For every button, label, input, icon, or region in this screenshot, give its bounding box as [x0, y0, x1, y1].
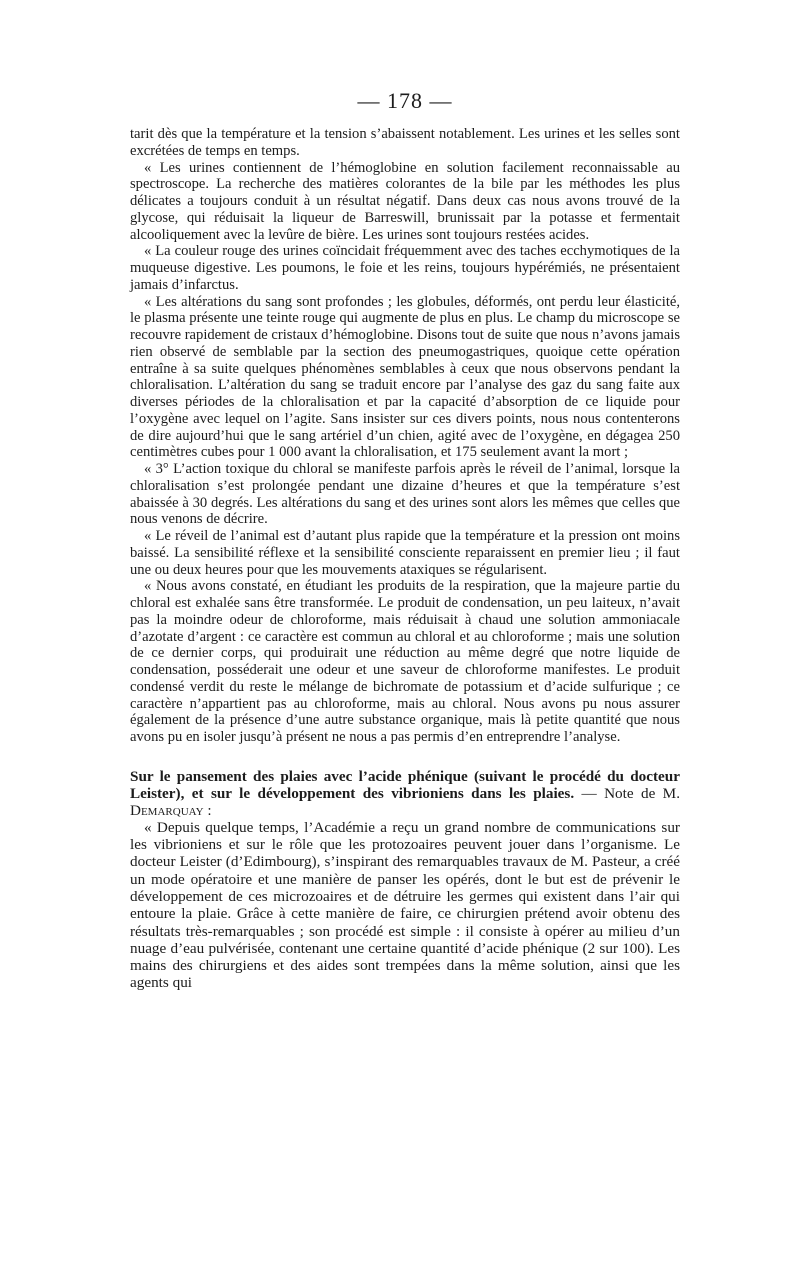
paragraph: « Les urines contiennent de l’hémoglobine en solution facilement reconnaissable au spectroscope. La recherche des matières colorantes de la bile par les méthodes les plus délicates a toujours conduit à un résultat négatif. Dans deux cas nous avons trouvé de la glycose, qui réduisait la liqueur de Barreswill, brunissait par la potasse et fermentait alcooliquement avec la levûre de bière. Les urines sont toujours restées acides. — [130, 159, 680, 243]
book-page — [130, 88, 680, 992]
section-heading-end: : — [203, 801, 212, 819]
paragraph: « Le réveil de l’animal est d’autant plus rapide que la température et la pression ont moins baissé. La sensibilité réflexe et la sensibilité consciente reparaissent en premier lieu ; il faut une ou deux heures pour que les mouvements ataxiques se régularisent. — [130, 528, 680, 578]
paragraph: « Depuis quelque temps, l’Académie a reçu un grand nombre de communications sur les vibrioniens et sur le rôle que les protozoaires peuvent jouer dans l’organisme. Le docteur Leister (d’Edimbourg), s’inspirant des remarquables travaux de M. Pasteur, a créé un mode opératoire et une manière de panser les opérés, dont le but est de prévenir le développement de ces microzoaires et de détruire les germes qui existent dans l’air qui entoure la plaie. Grâce à cette manière de faire, ce chirurgien prétend avoir obtenu des résultats très-remarquables ; son procédé est simple : il consiste à opérer au milieu d’un nuage d’eau pulvérisée, contenant une certaine quantité d’acide phénique (2 sur 100). Les mains des chirurgiens et des aides sont trempées dans la même solution, ainsi que les agents qui — [130, 818, 680, 992]
paragraph: « 3° L’action toxique du chloral se manifeste parfois après le réveil de l’animal, lorsque la chloralisation s’est prolongée pendant une dizaine d’heures et que la température s’est abaissée à 30 degrés. Les altérations du sang et des urines sont alors les mêmes que celles que nous venons de décrire. — [130, 461, 680, 528]
section-heading-note: — Note de M. — [574, 784, 680, 802]
section-heading-title: Sur le pansement des plaies avec l’acide phénique (suivant le procédé du docteur Leister), et sur le développement des vibrioniens dans les plaies. — [130, 767, 680, 802]
section-heading-author: Demarquay — [130, 801, 204, 819]
paragraph: « La couleur rouge des urines coïncidait fréquemment avec des taches ecchymotiques de la muqueuse digestive. Les poumons, le foie et les reins, toujours hypérémiés, ne présentaient jamais d’infarctus. — [130, 243, 680, 293]
paragraph: « Les altérations du sang sont profondes ; les globules, déformés, ont perdu leur élasticité, le plasma présente une teinte rouge qui augmente de plus en plus. Le champ du microscope se recouvre rapidement de cristaux d’hémoglobine. Disons tout de suite que nous n’avons jamais rien observé de semblable par la section des pneumogastriques, quoique cette opération entraîne à sa suite quelques phénomènes semblables à ceux que nous observons pendant la chloralisation. L’altération du sang se traduit encore par l’analyse des gaz du sang faite aux diverses périodes de la chloralisation et par la capacité d’absorption de ce liquide pour l’oxygène avec lequel on l’agite. Sans insister sur ces divers points, nous nous contenterons de dire aujourd’hui que le sang artériel d’un chien, agité avec de l’oxygène, en dégagea 250 centimètres cubes pour 1 000 avant la chloralisation, et 175 seulement avant la mort ; — [130, 293, 680, 461]
section-phenic-acid — [130, 768, 680, 992]
section-chloral-text — [130, 126, 680, 746]
paragraph: « Nous avons constaté, en étudiant les produits de la respiration, que la majeure partie du chloral est exhalée sans être transformée. Le produit de condensation, un peu laiteux, n’avait pas la moindre odeur de chloroforme, mais réduisait à chaud une solution ammoniacale d’azotate d’argent : ce caractère est commun au chloral et au chloroforme ; mais une solution de ce dernier corps, qui produirait une réduction au même degré que notre liquide de condensation, posséderait une odeur et une saveur de chloroforme manifestes. Le produit condensé verdit du reste le mélange de bichromate de potassium et d’acide sulfurique ; ce caractère n’appartient pas au chloroforme, mais au chloral. Nous avons pu nous assurer également de la présence d’une autre substance organique, mais là petite quantité que nous avons pu en isoler jusqu’à présent ne nous a pas permis d’en entreprendre l’analyse. — [130, 578, 680, 745]
section-heading — [130, 768, 680, 819]
page-number: — 178 — — [357, 88, 453, 113]
paragraph: tarit dès que la température et la tension s’abaissent notablement. Les urines et les selles sont excrétées de temps en temps. — [130, 126, 680, 159]
